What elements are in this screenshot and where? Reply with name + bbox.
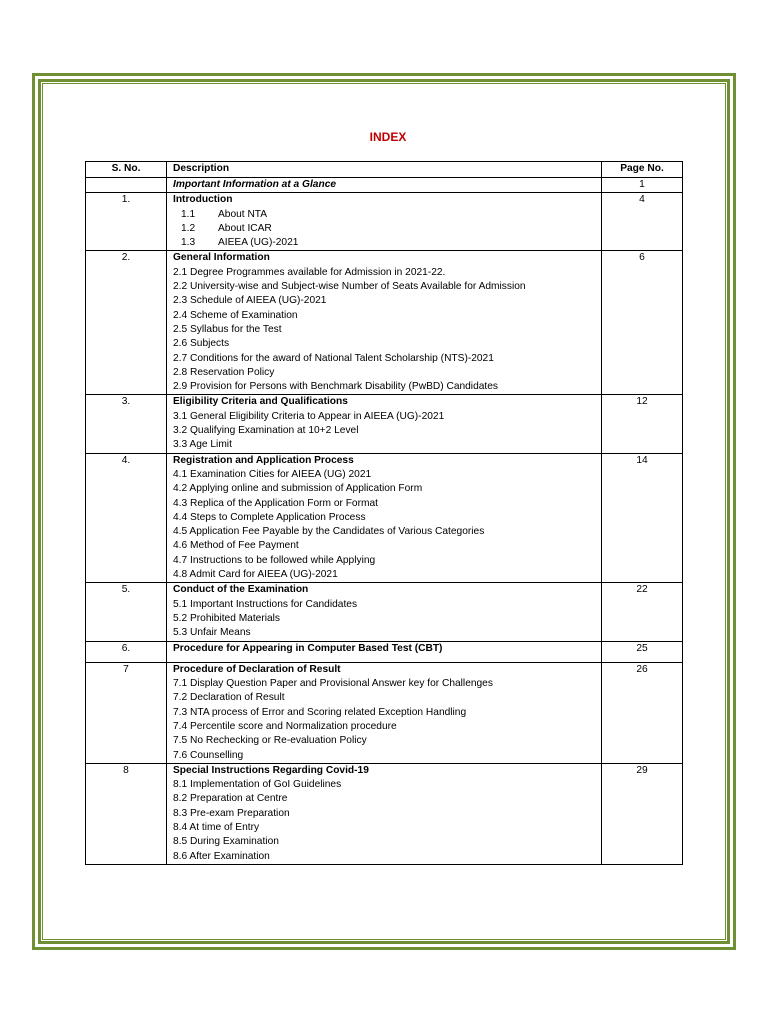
header-page: Page No. <box>602 162 683 178</box>
row-description <box>167 395 602 453</box>
table-row <box>86 178 683 193</box>
subsection-item: 2.9 Provision for Persons with Benchmark Disability (PwBD) Candidates <box>173 381 498 393</box>
subsection-text: About NTA <box>218 208 268 220</box>
section-title: Eligibility Criteria and Qualifications <box>173 396 348 408</box>
index-table <box>85 161 683 865</box>
subsection-item <box>173 222 595 236</box>
subsection-item: 7.1 Display Question Paper and Provisional Answer key for Challenges <box>173 678 493 690</box>
subsection-item: 7.3 NTA process of Error and Scoring related Exception Handling <box>173 706 467 718</box>
subsection-number: 1.2 <box>181 222 196 234</box>
subsection-item: 4.8 Admit Card for AIEEA (UG)-2021 <box>173 569 338 581</box>
table-row <box>86 395 683 453</box>
section-title: Conduct of the Examination <box>173 584 309 596</box>
subsection-item: 5.3 Unfair Means <box>173 627 251 639</box>
row-description <box>167 178 602 193</box>
subsection-item: 2.8 Reservation Policy <box>173 366 275 378</box>
subsection-item: 8.2 Preparation at Centre <box>173 793 288 805</box>
table-row <box>86 251 683 395</box>
index-table-body <box>86 178 683 865</box>
subsection-item: 4.4 Steps to Complete Application Process <box>173 511 366 523</box>
subsection-item: 5.2 Prohibited Materials <box>173 612 281 624</box>
row-sno: 3. <box>86 395 167 453</box>
row-page-number: 12 <box>602 395 683 453</box>
section-title: Procedure for Appearing in Computer Based Test (CBT) <box>173 642 443 654</box>
index-title: INDEX <box>369 130 407 144</box>
subsection-item: 7.6 Counselling <box>173 749 244 761</box>
section-title: General Information <box>173 252 270 264</box>
row-sno: 2. <box>86 251 167 395</box>
subsection-item: 4.5 Application Fee Payable by the Candidates of Various Categories <box>173 526 485 538</box>
section-title: Registration and Application Process <box>173 454 354 466</box>
subsection-item: 3.2 Qualifying Examination at 10+2 Level <box>173 425 359 437</box>
section-title: Introduction <box>173 194 233 206</box>
subsection-item: 5.1 Important Instructions for Candidates <box>173 598 358 610</box>
subsection-item <box>173 236 595 250</box>
subsection-item: 2.4 Scheme of Examination <box>173 309 298 321</box>
subsection-item: 8.6 After Examination <box>173 850 270 862</box>
row-description <box>167 453 602 583</box>
subsection-text: About ICAR <box>218 222 272 234</box>
subsection-item: 8.5 During Examination <box>173 836 279 848</box>
subsection-number: 1.3 <box>181 237 196 249</box>
row-page-number: 25 <box>602 641 683 662</box>
subsection-item: 3.1 General Eligibility Criteria to Appear in AIEEA (UG)-2021 <box>173 410 445 422</box>
subsection-item: 4.3 Replica of the Application Form or Format <box>173 497 378 509</box>
row-sno: 7 <box>86 662 167 763</box>
table-row <box>86 763 683 864</box>
subsection-item: 2.1 Degree Programmes available for Admission in 2021-22. <box>173 266 446 278</box>
subsection-item: 3.3 Age Limit <box>173 439 232 451</box>
subsection-item: 7.4 Percentile score and Normalization procedure <box>173 720 397 732</box>
subsection-item: 2.6 Subjects <box>173 338 230 350</box>
section-title: Procedure of Declaration of Result <box>173 663 341 675</box>
table-header-row <box>86 162 683 178</box>
row-page-number: 6 <box>602 251 683 395</box>
subsection-item: 7.2 Declaration of Result <box>173 692 285 704</box>
subsection-item: 2.2 University-wise and Subject-wise Number of Seats Available for Admission <box>173 281 526 293</box>
table-row <box>86 193 683 251</box>
subsection-item: 2.5 Syllabus for the Test <box>173 323 282 335</box>
header-sno: S. No. <box>86 162 167 178</box>
row-description <box>167 251 602 395</box>
subsection-item <box>173 208 595 222</box>
table-row <box>86 453 683 583</box>
row-page-number: 14 <box>602 453 683 583</box>
subsection-text: AIEEA (UG)-2021 <box>218 237 299 249</box>
row-description <box>167 193 602 251</box>
table-row <box>86 641 683 662</box>
row-description <box>167 763 602 864</box>
row-sno: 1. <box>86 193 167 251</box>
row-page-number: 1 <box>602 178 683 193</box>
subsection-item: 8.3 Pre-exam Preparation <box>173 807 290 819</box>
row-page-number: 4 <box>602 193 683 251</box>
table-row <box>86 583 683 641</box>
row-page-number: 22 <box>602 583 683 641</box>
row-sno <box>86 178 167 193</box>
row-sno: 5. <box>86 583 167 641</box>
subsection-item: 4.2 Applying online and submission of Application Form <box>173 483 423 495</box>
row-sno: 8 <box>86 763 167 864</box>
header-description: Description <box>167 162 602 178</box>
table-row <box>86 662 683 763</box>
row-description <box>167 641 602 662</box>
row-page-number: 29 <box>602 763 683 864</box>
subsection-number: 1.1 <box>181 208 196 220</box>
row-description <box>167 662 602 763</box>
subsection-item: 2.7 Conditions for the award of National Talent Scholarship (NTS)-2021 <box>173 352 494 364</box>
subsection-item: 7.5 No Rechecking or Re-evaluation Policy <box>173 735 367 747</box>
row-page-number: 26 <box>602 662 683 763</box>
row-description <box>167 583 602 641</box>
subsection-item: 4.1 Examination Cities for AIEEA (UG) 2021 <box>173 468 372 480</box>
subsection-item: 2.3 Schedule of AIEEA (UG)-2021 <box>173 295 327 307</box>
subsection-item: 8.4 At time of Entry <box>173 822 260 834</box>
row-sno: 6. <box>86 641 167 662</box>
row-sno: 4. <box>86 453 167 583</box>
section-title: Important Information at a Glance <box>173 179 337 190</box>
subsection-item: 8.1 Implementation of GoI Guidelines <box>173 779 342 791</box>
section-title: Special Instructions Regarding Covid-19 <box>173 764 369 776</box>
subsection-item: 4.6 Method of Fee Payment <box>173 540 299 552</box>
subsection-item: 4.7 Instructions to be followed while Applying <box>173 554 376 566</box>
